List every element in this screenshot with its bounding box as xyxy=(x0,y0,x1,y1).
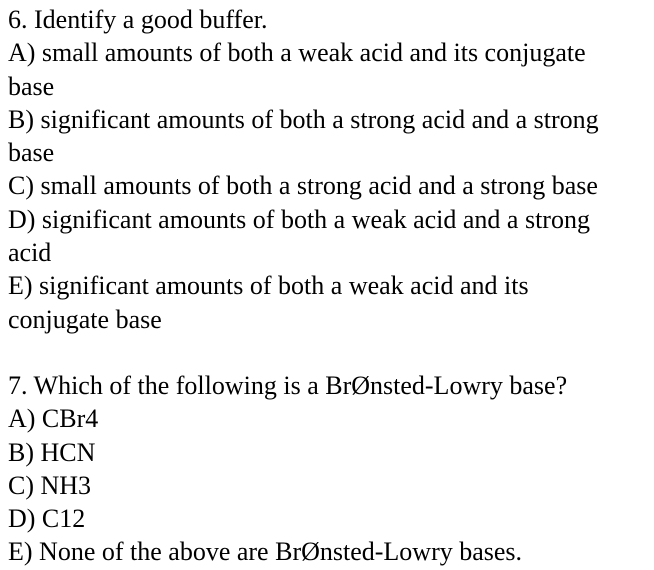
question-6-option-b: B) significant amounts of both a strong acid and a strong xyxy=(8,104,599,134)
question-spacer xyxy=(8,336,652,369)
question-6-option-d: D) significant amounts of both a weak acid and a strong xyxy=(8,204,590,234)
question-6-prompt: 6. Identify a good buffer. xyxy=(8,5,268,34)
question-7 xyxy=(8,369,652,569)
question-7-prompt: 7. Which of the following is a BrØnsted-Lowry base? xyxy=(8,370,568,400)
question-6 xyxy=(8,3,652,336)
question-6-option-c: C) small amounts of both a strong acid and a strong base xyxy=(8,171,598,201)
question-6-option-e-cont: conjugate base xyxy=(8,304,162,334)
question-6-option-d-cont: acid xyxy=(8,238,52,268)
question-7-option-c: C) NH3 xyxy=(8,470,92,500)
question-7-option-d: D) C12 xyxy=(8,504,86,534)
question-6-option-e: E) significant amounts of both a weak acid and its xyxy=(8,271,529,301)
question-6-option-b-cont: base xyxy=(8,138,55,168)
question-7-option-a: A) CBr4 xyxy=(8,404,99,434)
question-7-option-b: B) HCN xyxy=(8,437,96,467)
question-7-option-e: E) None of the above are BrØnsted-Lowry bases. xyxy=(8,537,523,567)
question-6-option-a-cont: base xyxy=(8,71,55,101)
quiz-page xyxy=(8,3,652,569)
question-6-option-a: A) small amounts of both a weak acid and its conjugate xyxy=(8,38,586,68)
